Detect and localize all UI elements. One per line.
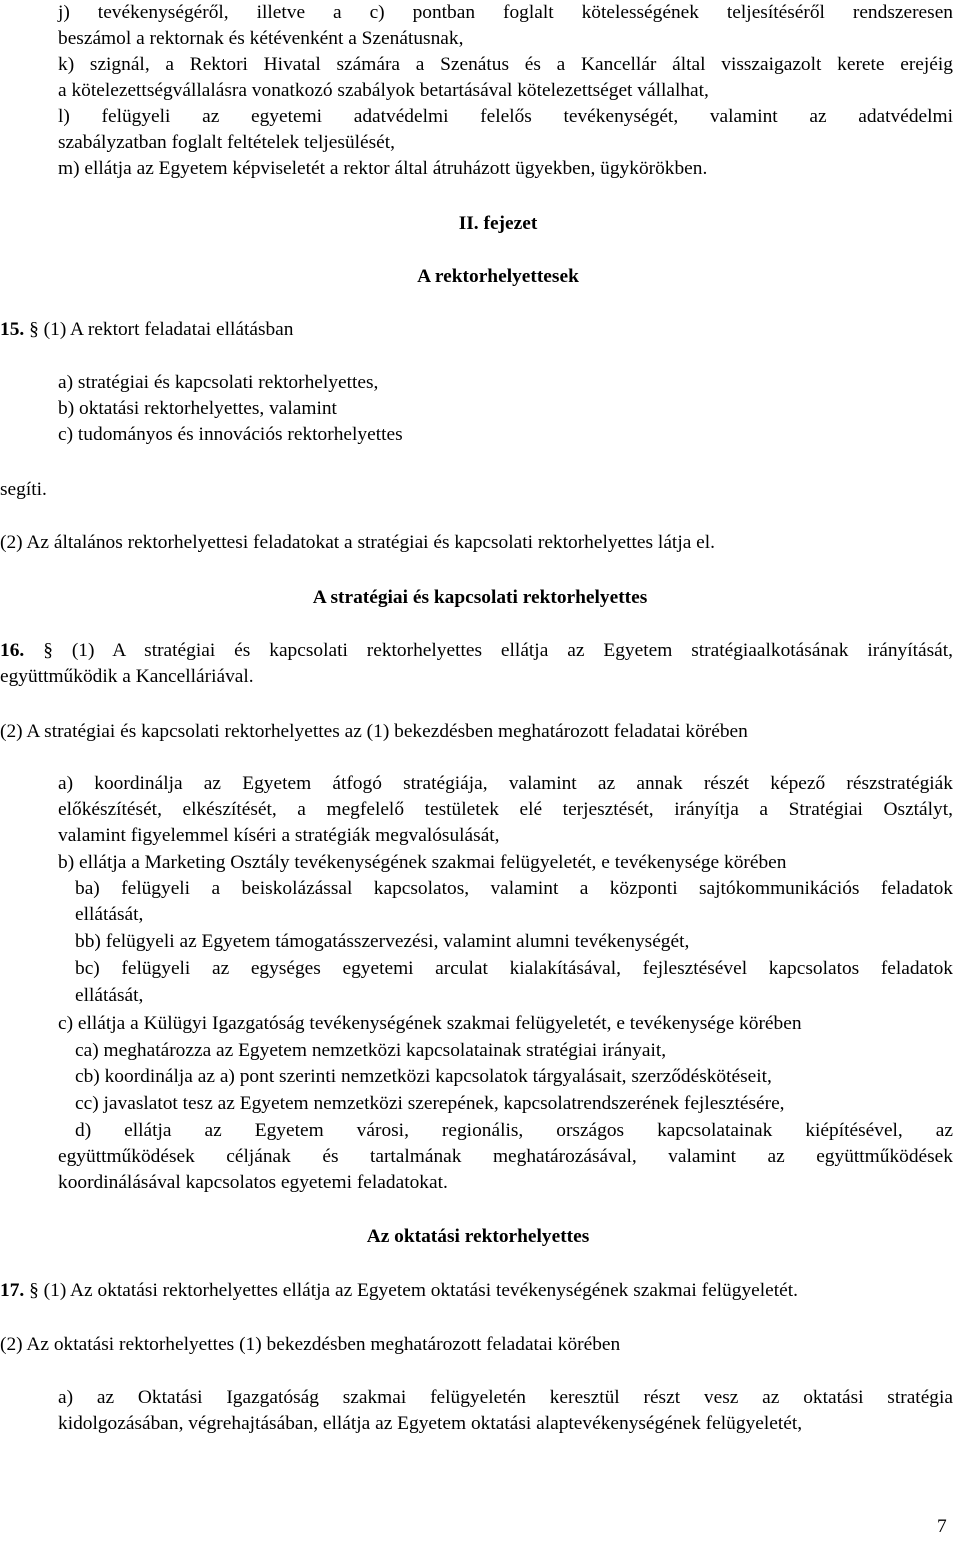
item-bc-line-2: ellátását, [75,985,144,1006]
item-ca-line-1: ca) meghatározza az Egyetem nemzetközi kapcsolatainak stratégiai irányait, [75,1040,667,1061]
section-16-paragraph-1-line-2: együttműködik a Kancelláriával. [0,666,254,687]
item-b-line-1: b) ellátja a Marketing Osztály tevékenységének szakmai felügyeletét, e tevékenysége körében [58,852,787,873]
section-number: 17. [0,1280,25,1301]
list-item-c: c) tudományos és innovációs rektorhelyettes [58,424,403,445]
section-15-paragraph-1 [0,317,294,343]
list-item-a: a) stratégiai és kapcsolati rektorhelyettes, [58,372,379,393]
item-a-line-3: valamint figyelemmel kíséri a stratégiák megvalósulását, [58,825,500,846]
section-15-p1-text: (1) A rektort feladatai ellátásban [43,319,294,340]
heading-strategic-vice-rector: A stratégiai és kapcsolati rektorhelyettes [312,587,648,608]
section-number: 16. [0,640,25,661]
item-d-line-2: együttműködések céljának és tartalmának meghatározásával, valamint az együttműködések [58,1146,953,1167]
section-15-ending: segíti. [0,479,47,500]
heading-education-vice-rector: Az oktatási rektorhelyettes [366,1226,590,1247]
item-j-line-2: beszámol a rektornak és kétévenként a Szenátusnak, [58,28,464,49]
section-16-paragraph-2: (2) A stratégiai és kapcsolati rektorhelyettes az (1) bekezdésben meghatározott feladatai körében [0,721,748,742]
item-k-line-1: k) szignál, a Rektori Hivatal számára a Szenátus és a Kancellár által visszaigazolt kerete erejéig [58,54,953,75]
chapter-title: A rektorhelyettesek [417,266,579,287]
item-k-line-2: a kötelezettségvállalásra vonatkozó szabályok betartásával kötelezettséget vállalhat, [58,80,709,101]
item-bb-line-1: bb) felügyeli az Egyetem támogatásszervezési, valamint alumni tevékenységét, [75,931,690,952]
section-17-p1-text: (1) Az oktatási rektorhelyettes ellátja az Egyetem oktatási tevékenységének szakmai felügyeletét. [43,1280,798,1301]
section-16-paragraph-1-line-1 [0,638,953,664]
section-sign: § [43,640,53,661]
item-ba-line-1: ba) felügyeli a beiskolázással kapcsolatos, valamint a központi sajtókommunikációs feladatok [75,878,953,899]
item-d-line-3: koordinálásával kapcsolatos egyetemi feladatokat. [58,1172,448,1193]
section-17-paragraph-2: (2) Az oktatási rektorhelyettes (1) bekezdésben meghatározott feladatai körében [0,1334,621,1355]
item-ba-line-2: ellátását, [75,904,144,925]
item-j-line-1: j) tevékenységéről, illetve a c) pontban foglalt kötelességének teljesítéséről rendszeresen [58,2,953,23]
item-cb-line-1: cb) koordinálja az a) pont szerinti nemzetközi kapcsolatok tárgyalásait, szerződéskötéseit, [75,1066,772,1087]
section-16-p1-text: (1) A stratégiai és kapcsolati rektorhelyettes ellátja az Egyetem stratégiaalkotásának irányítását, [71,640,953,661]
section-sign: § [29,319,39,340]
section-sign: § [29,1280,39,1301]
item-a-line-1: a) az Oktatási Igazgatóság szakmai felügyeletén keresztül részt vesz az oktatási stratégia [58,1387,953,1408]
item-c-line-1: c) ellátja a Külügyi Igazgatóság tevékenységének szakmai felügyeletét, e tevékenysége körében [58,1013,802,1034]
section-number: 15. [0,319,25,340]
list-item-b: b) oktatási rektorhelyettes, valamint [58,398,337,419]
item-a-line-1: a) koordinálja az Egyetem átfogó stratégiája, valamint az annak részét képező részstratégiák [58,773,953,794]
item-d-line-1: d) ellátja az Egyetem városi, regionális, országos kapcsolatainak kiépítésével, az [75,1120,953,1141]
chapter-number: II. fejezet [458,213,538,234]
section-17-paragraph-1 [0,1278,798,1304]
section-15-paragraph-2: (2) Az általános rektorhelyettesi feladatokat a stratégiai és kapcsolati rektorhelyettes látja el. [0,532,716,553]
item-cc-line-1: cc) javaslatot tesz az Egyetem nemzetközi szerepének, kapcsolatrendszerének fejlesztésére, [75,1093,785,1114]
item-m-line-1: m) ellátja az Egyetem képviseletét a rektor által átruházott ügyekben, ügykörökben. [58,158,708,179]
item-l-line-1: l) felügyeli az egyetemi adatvédelmi felelős tevékenységét, valamint az adatvédelmi [58,106,953,127]
item-bc-line-1: bc) felügyeli az egységes egyetemi arculat kialakításával, fejlesztésével kapcsolatos feladatok [75,958,953,979]
item-a-line-2: előkészítését, elkészítését, a megfelelő testületek elé terjesztését, irányítja a Stratégiai Osztályt, [58,799,953,820]
item-l-line-2: szabályzatban foglalt feltételek teljesülését, [58,132,396,153]
item-a-line-2: kidolgozásában, végrehajtásában, ellátja az Egyetem oktatási alaptevékenységének felügyeletét, [58,1413,803,1434]
page-number: 7 [937,1516,947,1537]
